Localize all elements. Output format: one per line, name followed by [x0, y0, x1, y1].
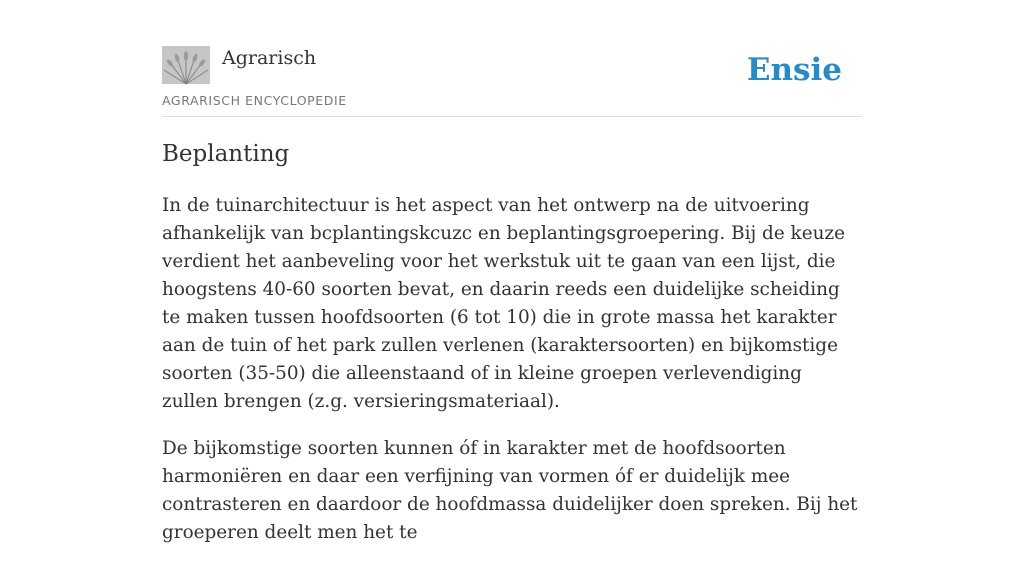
- page-title: Beplanting: [162, 141, 290, 167]
- page-container: [162, 0, 862, 543]
- article-paragraph: In de tuinarchitectuur is het aspect van het ontwerp na de uitvoering afhankelijk van bcplantingskcuzc en beplantingsgroepering. Bij de keuze verdient het aanbeveling voor het werkstuk uit te gaan van een lijst, die hoogstens 40-60 soorten bevat, en daarin reeds een duidelijke scheiding te maken tussen hoofdsoorten (6 tot 10) die in grote massa het karakter aan de tuin of het park zullen verlenen (karaktersoorten) en bijkomstige soorten (35-50) die alleenstaand of in kleine groepen verlevendiging zullen brengen (z.g. versieringsmateriaal).: [162, 195, 846, 412]
- category-name[interactable]: Agrarisch: [222, 47, 317, 69]
- article-paragraph: De bijkomstige soorten kunnen óf in karakter met de hoofdsoorten harmoniëren en daar een verfijning van vormen óf er duidelijk mee contrasteren en daardoor de hoofdmassa duidelijker doen spreken. Bij het groeperen deelt men het te: [162, 438, 858, 543]
- site-header: [162, 0, 862, 117]
- category-subtitle[interactable]: AGRARISCH ENCYCLOPEDIE: [162, 93, 347, 108]
- wheat-logo-icon[interactable]: [162, 46, 210, 84]
- brand-logo[interactable]: Ensie: [746, 52, 842, 88]
- article-body: [162, 192, 862, 566]
